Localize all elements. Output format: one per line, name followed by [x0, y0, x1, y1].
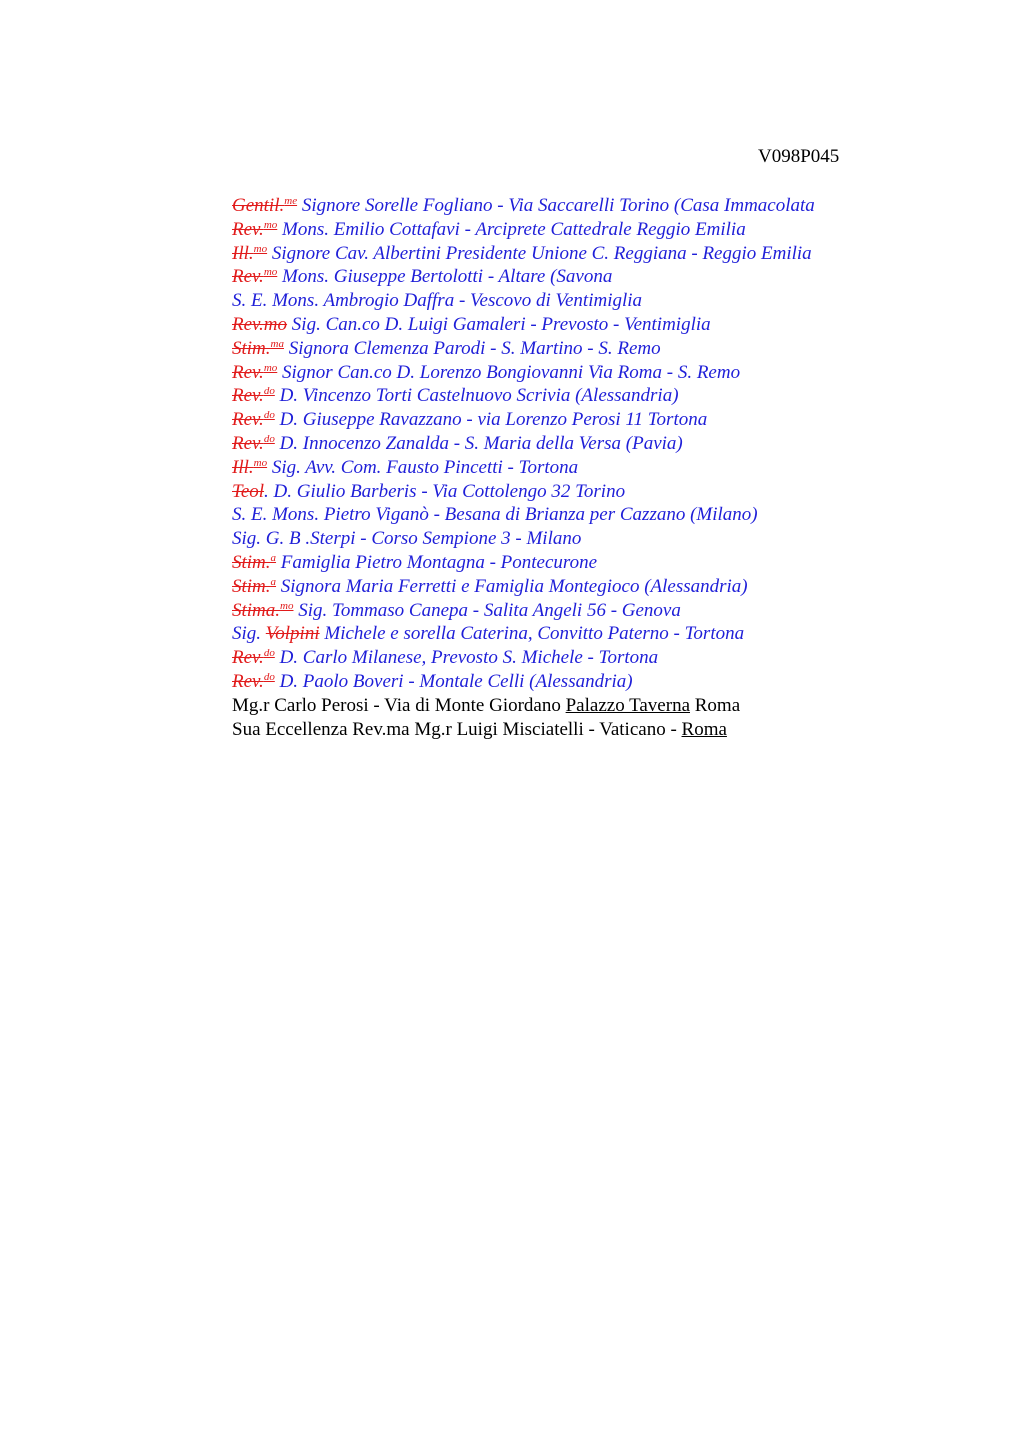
address-entry: [232, 218, 992, 242]
entry-text: D. Vincenzo Torti Castelnuovo Scrivia (Alessandria): [274, 385, 679, 407]
address-entry: [232, 242, 992, 266]
entry-text: D. Carlo Milanese, Prevosto S. Michele - Tortona: [274, 647, 659, 669]
struck-title-text: Rev.: [232, 385, 264, 407]
entry-text: Sua Eccellenza Rev.ma Mg.r Luigi Misciatelli - Vaticano -: [232, 718, 682, 740]
struck-title-superscript: a: [270, 575, 277, 588]
address-entry: [232, 503, 992, 527]
struck-title-text: Stim.: [232, 337, 271, 359]
struck-title-text: Volpini: [265, 623, 320, 645]
entry-text: D. Giuseppe Ravazzano - via Lorenzo Perosi 11 Tortona: [274, 409, 708, 431]
struck-title: [232, 552, 276, 573]
entry-text: Signore Cav. Albertini Presidente Unione C. Reggiana - Reggio Emilia: [267, 242, 812, 264]
address-entry: [232, 313, 992, 337]
address-entry-plain: [232, 694, 992, 718]
struck-title-superscript: mo: [263, 361, 278, 374]
struck-title-superscript: ma: [270, 337, 284, 350]
address-entry: [232, 408, 992, 432]
address-entry: [232, 289, 992, 313]
entry-text: Sig. Avv. Com. Fausto Pincetti - Tortona: [267, 456, 579, 478]
entry-text: . D. Giulio Barberis - Via Cottolengo 32 Torino: [264, 480, 626, 502]
entry-text: S. E. Mons. Pietro Viganò - Besana di Brianza per Cazzano (Milano): [232, 504, 758, 526]
address-entry: [232, 551, 992, 575]
underlined-text: Palazzo Taverna: [565, 694, 690, 716]
struck-title-text: Ill.: [232, 242, 254, 264]
struck-title-superscript: do: [263, 385, 275, 398]
address-entry: [232, 432, 992, 456]
struck-title-text: Stima.: [232, 599, 281, 621]
entry-text: Sig. G. B .Sterpi - Corso Sempione 3 - Milano: [232, 528, 582, 550]
address-entry: [232, 337, 992, 361]
struck-title-superscript: do: [263, 432, 275, 445]
struck-title: [232, 576, 276, 597]
address-entry: [232, 456, 992, 480]
struck-title: [232, 362, 277, 383]
struck-title-text: Rev.: [232, 647, 264, 669]
entry-prefix: Sig.: [232, 623, 266, 645]
entry-text: Sig. Can.co D. Luigi Gamaleri - Prevosto - Ventimiglia: [287, 313, 711, 335]
entry-text: Mons. Giuseppe Bertolotti - Altare (Savona: [277, 266, 613, 288]
entry-text: Signore Sorelle Fogliano - Via Saccarelli Torino (Casa Immacolata: [297, 195, 815, 216]
address-entry-plain: [232, 718, 992, 742]
struck-title-text: Ill.: [232, 456, 254, 478]
entry-text: D. Paolo Boveri - Montale Celli (Alessandria): [274, 670, 633, 692]
address-entry: [232, 575, 992, 599]
struck-title-superscript: do: [263, 670, 275, 683]
struck-title: [232, 338, 284, 359]
struck-title: [232, 219, 277, 240]
entry-text: Signora Clemenza Parodi - S. Martino - S. Remo: [283, 337, 661, 359]
entry-text: D. Innocenzo Zanalda - S. Maria della Versa (Pavia): [274, 432, 683, 454]
struck-title-superscript: mo: [280, 599, 294, 612]
struck-title: [232, 671, 275, 692]
struck-title: [232, 314, 287, 335]
entry-text: Famiglia Pietro Montagna - Pontecurone: [276, 551, 598, 573]
struck-title-superscript: do: [263, 647, 275, 660]
struck-title: [232, 457, 267, 478]
address-entry: [232, 384, 992, 408]
address-entry: [232, 622, 992, 646]
struck-title-superscript: mo: [263, 218, 278, 231]
struck-title: [232, 647, 275, 668]
struck-title-text: Gentil.: [232, 195, 285, 216]
entry-text: S. E. Mons. Ambrogio Daffra - Vescovo di Ventimiglia: [232, 290, 643, 312]
struck-title: [266, 623, 320, 644]
struck-title-text: Stim.: [232, 575, 271, 597]
struck-title-text: Teol: [232, 480, 265, 502]
struck-title-text: Rev.: [232, 361, 264, 383]
struck-title-superscript: mo: [263, 266, 278, 279]
address-entry: [232, 670, 992, 694]
address-entry: [232, 480, 992, 504]
struck-title: [232, 195, 297, 216]
entry-suffix: Roma: [690, 694, 741, 716]
entry-text: Michele e sorella Caterina, Convitto Paterno - Tortona: [319, 623, 745, 645]
entry-text: Signora Maria Ferretti e Famiglia Montegioco (Alessandria): [276, 575, 748, 597]
address-entry: [232, 361, 992, 385]
entry-text: Mons. Emilio Cottafavi - Arciprete Cattedrale Reggio Emilia: [277, 218, 746, 240]
struck-title: [232, 266, 277, 287]
struck-title-text: Rev.mo: [232, 313, 288, 335]
address-entry: [232, 527, 992, 551]
struck-title-text: Rev.: [232, 432, 264, 454]
struck-title: [232, 385, 275, 406]
address-entry: [232, 265, 992, 289]
entry-text: Mg.r Carlo Perosi - Via di Monte Giordano: [232, 694, 566, 716]
struck-title-text: Rev.: [232, 409, 264, 431]
struck-title-superscript: me: [284, 195, 298, 207]
struck-title-superscript: a: [270, 551, 277, 564]
entry-text: Signor Can.co D. Lorenzo Bongiovanni Via Roma - S. Remo: [277, 361, 741, 383]
struck-title-superscript: mo: [253, 456, 268, 469]
struck-title: [232, 481, 264, 502]
struck-title-text: Rev.: [232, 670, 264, 692]
struck-title: [232, 243, 267, 264]
address-entry: [232, 194, 992, 218]
address-entry: [232, 646, 992, 670]
struck-title: [232, 600, 293, 621]
address-list: [232, 194, 992, 741]
underlined-text: Roma: [681, 718, 727, 740]
struck-title-text: Stim.: [232, 551, 271, 573]
address-entry: [232, 599, 992, 623]
struck-title: [232, 409, 275, 430]
entry-text: Sig. Tommaso Canepa - Salita Angeli 56 - Genova: [293, 599, 681, 621]
struck-title-text: Rev.: [232, 266, 264, 288]
struck-title: [232, 433, 275, 454]
struck-title-superscript: mo: [253, 242, 268, 255]
document-reference-code: V098P045: [758, 146, 840, 167]
struck-title-superscript: do: [263, 409, 275, 422]
struck-title-text: Rev.: [232, 218, 264, 240]
